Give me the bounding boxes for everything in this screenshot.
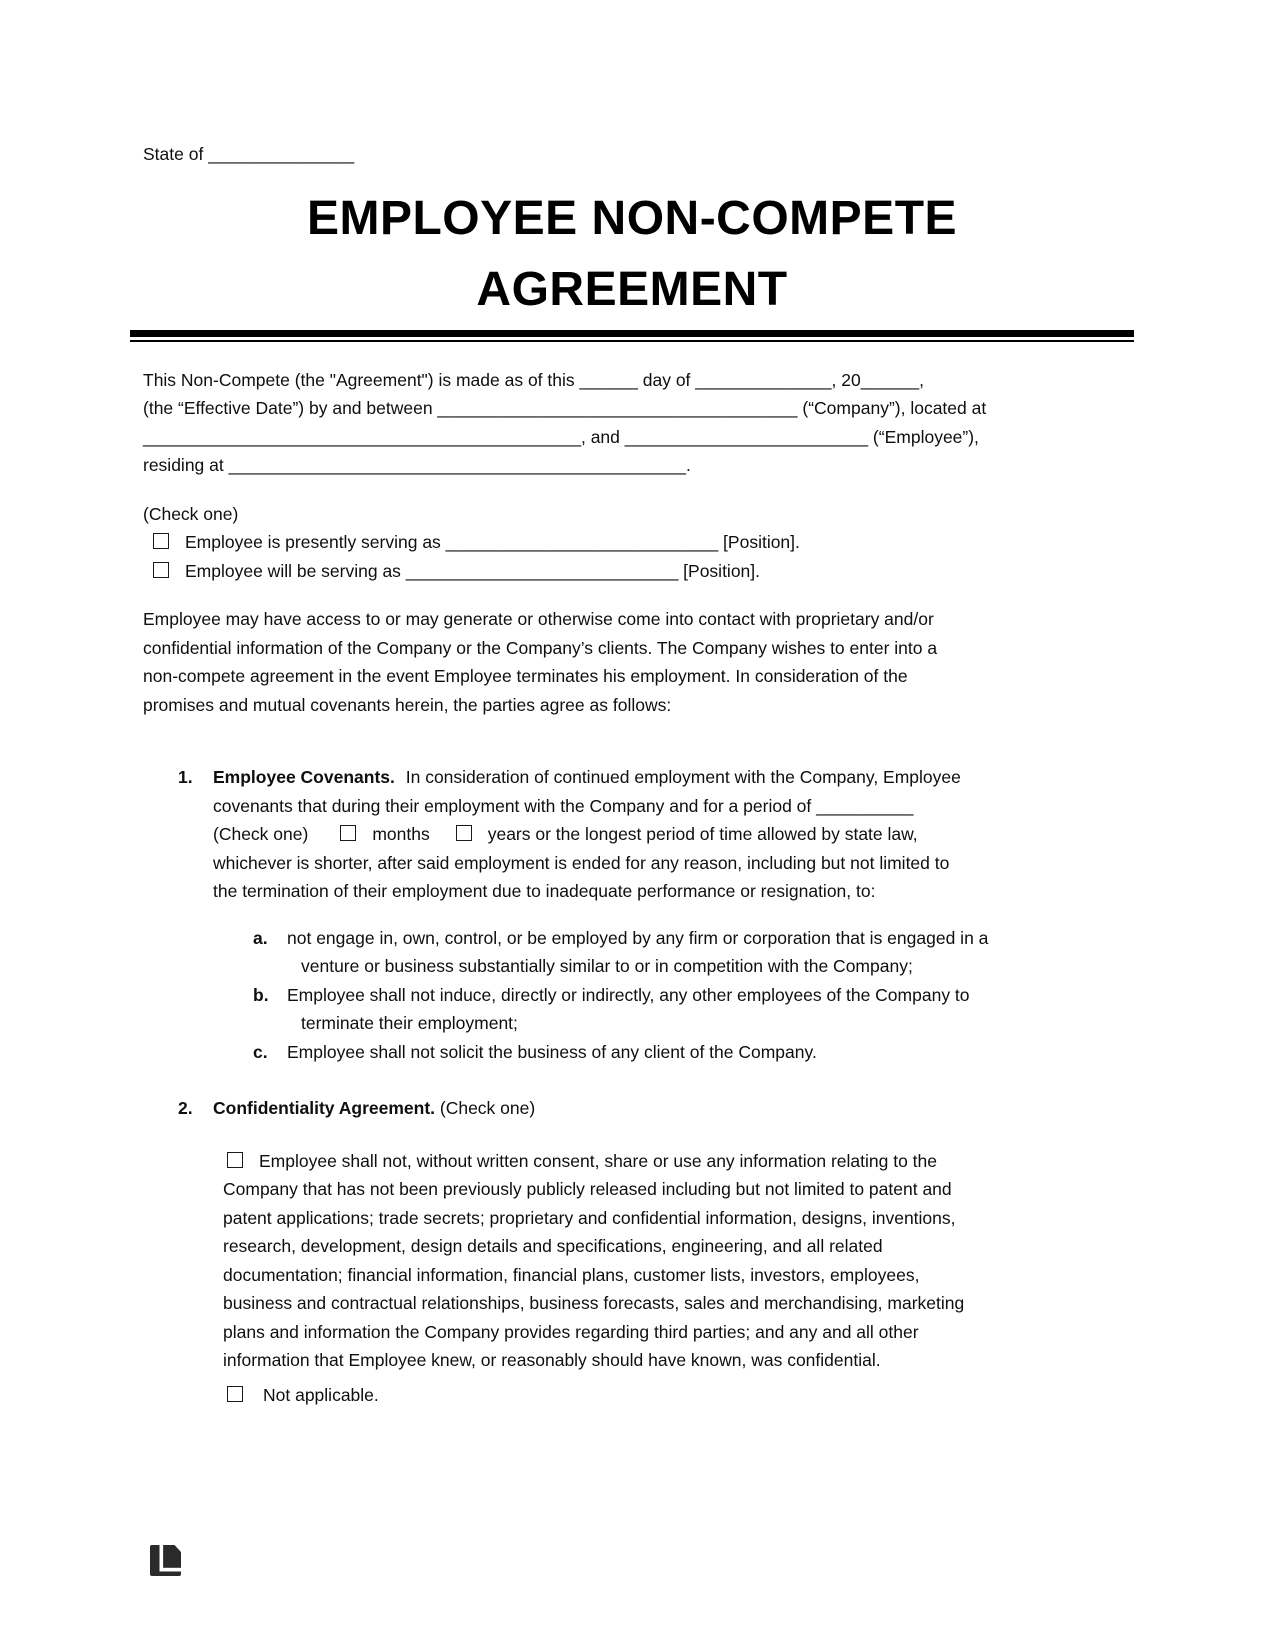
section-1-heading: Employee Covenants.: [213, 767, 395, 787]
preamble-line: confidential information of the Company or the Company’s clients. The Company wishes to enter into a: [143, 637, 938, 658]
section-1-text: In consideration of continued employment with the Company, Employee: [400, 767, 961, 787]
position-option-label: Employee is presently serving as ____________________________ [Position].: [185, 532, 800, 552]
years-label: years or the longest period of time allowed by state law,: [487, 824, 918, 844]
section-1-employee-covenants: [143, 763, 1134, 906]
section-1-heading-line: [143, 763, 1134, 792]
not-applicable-label: Not applicable.: [263, 1384, 379, 1405]
confidentiality-text-line: documentation; financial information, financial plans, customer lists, investors, employees,: [223, 1264, 920, 1285]
subitem-b-text: Employee shall not induce, directly or indirectly, any other employees of the Company to: [287, 984, 970, 1005]
intro-line: residing at _______________________________________________.: [143, 455, 691, 475]
preamble-line: Employee may have access to or may generate or otherwise come into contact with proprietary and/or: [143, 609, 934, 629]
section-2-confidentiality: [143, 1094, 1134, 1123]
confidentiality-text-line: research, development, design details and specifications, engineering, and all related: [223, 1236, 883, 1256]
position-option-future: [143, 557, 1134, 586]
subitem-c-text: Employee shall not solicit the business of any client of the Company.: [287, 1041, 817, 1062]
preamble-line: promises and mutual covenants herein, the parties agree as follows:: [143, 694, 672, 715]
check-one-label: (Check one): [143, 503, 239, 524]
preamble-line: non-compete agreement in the event Employee terminates his employment. In consideration of the: [143, 666, 908, 686]
future-position-checkbox[interactable]: [153, 562, 169, 578]
position-option-label: Employee will be serving as ____________________________ [Position].: [185, 560, 761, 581]
covenant-sublist: [143, 924, 1134, 1067]
position-section: [143, 500, 1134, 586]
subitem-a-letter: a.: [253, 927, 268, 948]
subitem-a-text: not engage in, own, control, or be employed by any firm or corporation that is engaged in a: [287, 927, 989, 948]
section-2-check-one-label: (Check one): [435, 1098, 536, 1118]
confidentiality-option-paragraph: [143, 1147, 1134, 1375]
title-line-2: AGREEMENT: [476, 262, 788, 316]
section-1-text-line: whichever is shorter, after said employment is ended for any reason, including but not limited to: [213, 852, 950, 873]
state-line: [143, 140, 1134, 169]
confidentiality-text-line: business and contractual relationships, business forecasts, sales and merchandising, marketing: [223, 1293, 965, 1313]
title-line-1: EMPLOYEE NON-COMPETE: [306, 191, 958, 245]
not-applicable-option: [143, 1381, 1134, 1410]
subitem-a: [143, 924, 1134, 953]
legal-templates-logo-icon: [150, 1545, 181, 1576]
section-2-heading-line: [143, 1094, 1134, 1123]
months-label: months: [372, 824, 430, 844]
confidentiality-text: Employee shall not, without written consent, share or use any information relating to the: [259, 1150, 938, 1171]
page-title: [130, 183, 1134, 325]
subitem-b-continuation: terminate their employment;: [301, 1013, 518, 1033]
position-option-present: [143, 528, 1134, 557]
section-1-text-line: covenants that during their employment with the Company and for a period of __________: [213, 795, 914, 816]
confidentiality-text-line: information that Employee knew, or reasonably should have known, was confidential.: [223, 1350, 881, 1370]
confidentiality-text-line: plans and information the Company provides regarding third parties; and any and all other: [223, 1321, 919, 1342]
section-2-number: 2.: [178, 1098, 193, 1118]
section-1-number: 1.: [178, 767, 193, 787]
intro-line: _____________________________________________, and _________________________ (“Employee”),: [143, 426, 979, 447]
confidentiality-checkbox[interactable]: [227, 1152, 243, 1168]
title-rule-thick: [130, 330, 1134, 337]
intro-paragraph: [143, 366, 1134, 480]
intro-line: This Non-Compete (the "Agreement") is made as of this ______ day of ______________, 20______,: [143, 369, 924, 390]
years-checkbox[interactable]: [456, 825, 472, 841]
subitem-b-letter: b.: [253, 984, 269, 1005]
state-label: State of: [143, 144, 209, 164]
section-1-duration-line: [143, 820, 1134, 849]
subitem-b: [143, 981, 1134, 1010]
subitem-c-letter: c.: [253, 1041, 268, 1062]
state-blank: _______________: [208, 144, 355, 164]
subitem-c: [143, 1038, 1134, 1067]
subitem-a-continuation: venture or business substantially similar to or in competition with the Company;: [301, 956, 913, 976]
confidentiality-text-line: patent applications; trade secrets; proprietary and confidential information, designs, inventions,: [223, 1207, 956, 1228]
duration-check-one-label: (Check one): [213, 824, 309, 844]
present-position-checkbox[interactable]: [153, 533, 169, 549]
confidentiality-option-first-line: [143, 1147, 1134, 1176]
preamble-paragraph: [143, 605, 1134, 719]
months-checkbox[interactable]: [340, 825, 356, 841]
confidentiality-text-line: Company that has not been previously publicly released including but not limited to patent and: [223, 1179, 952, 1199]
section-1-text-line: the termination of their employment due to inadequate performance or resignation, to:: [213, 881, 876, 901]
not-applicable-checkbox[interactable]: [227, 1386, 243, 1402]
title-rule-thin: [130, 340, 1134, 342]
section-2-heading: Confidentiality Agreement.: [213, 1098, 436, 1118]
intro-line: (the “Effective Date”) by and between _____________________________________ (“Company”), located at: [143, 398, 987, 418]
not-applicable-row: [143, 1381, 1134, 1410]
